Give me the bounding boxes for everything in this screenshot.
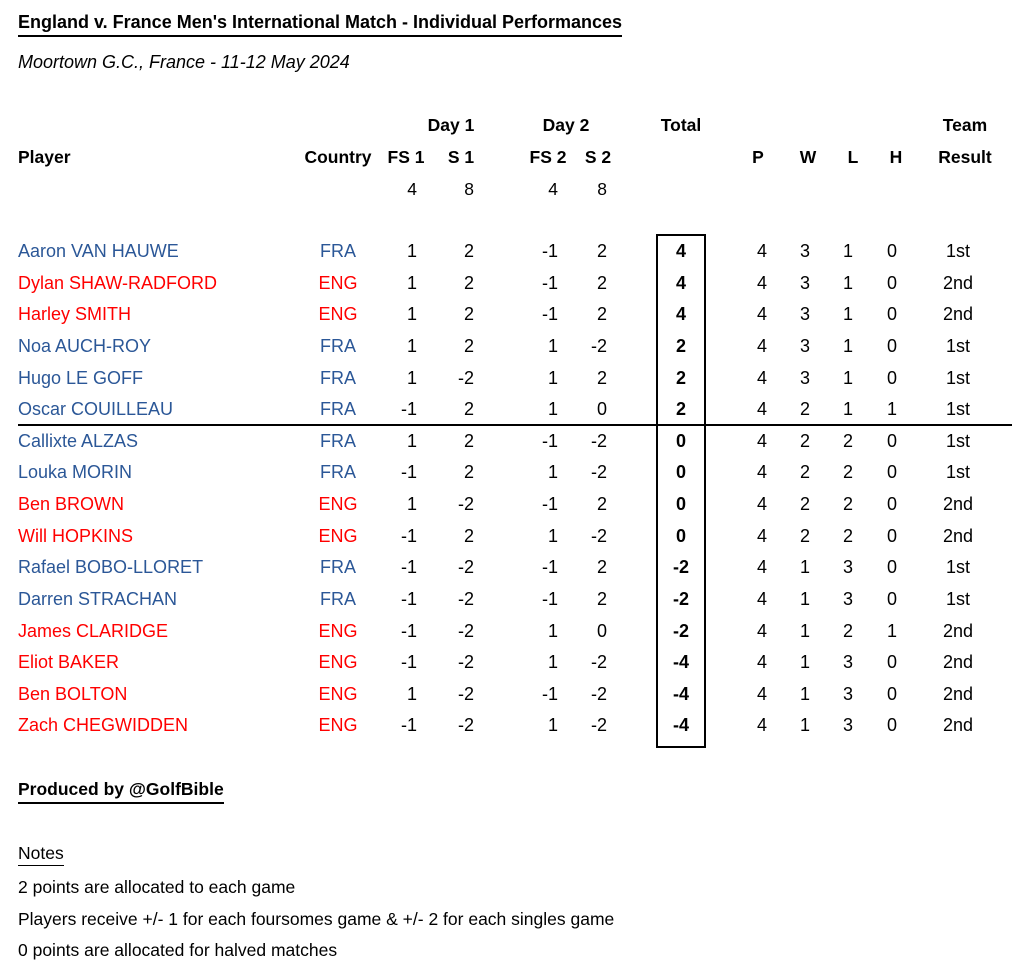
team-result: 2nd [942,652,974,673]
fs1-points: -1 [400,620,417,641]
played-count: 4 [756,494,767,514]
win-count: 2 [799,430,810,451]
player-name: Callixte ALZAS [18,430,139,451]
player-name: Harley SMITH [18,304,132,325]
loss-count: 1 [842,241,853,261]
win-count: 1 [799,620,810,641]
player-name: Hugo LE GOFF [18,367,144,388]
s1-points: -2 [457,652,474,673]
column-gap [616,521,658,553]
win-count: 2 [799,525,810,546]
fs2-points: -1 [541,272,558,293]
player-name: Oscar COUILLEAU [18,399,174,420]
s2-points: -2 [590,462,607,483]
column-gap [488,331,516,363]
header-player: Player [18,147,71,167]
country-code: ENG [318,304,358,325]
loss-count: 2 [842,620,853,641]
country-code: ENG [318,652,358,673]
column-gap [616,489,658,521]
win-count: 2 [799,399,810,420]
win-count: 3 [799,335,810,356]
header-team: Team [942,115,988,135]
loss-count: 2 [842,430,853,451]
table-group-header-row [18,112,1012,138]
notes-title [18,843,64,866]
country-code: FRA [320,557,356,578]
fs1-points: 1 [406,241,417,261]
team-result: 1st [945,399,970,420]
fs2-points: 1 [547,652,558,673]
win-count: 2 [799,494,810,514]
column-gap [704,647,732,679]
fs2-points: -1 [541,557,558,578]
loss-count: 2 [842,462,853,483]
fs1-points: 1 [406,367,417,388]
half-count: 0 [886,304,897,325]
fs2-points: -1 [541,494,558,514]
total-points: -2 [672,588,689,609]
column-gap [488,426,516,458]
player-name: Ben BOLTON [18,683,128,704]
column-gap [704,521,732,553]
column-gap [488,710,516,742]
header-fs2: FS 2 [529,147,567,167]
notes-title-text: Notes [18,843,64,866]
loss-count: 2 [842,525,853,546]
table-points-row [18,176,1012,202]
half-count: 1 [886,399,897,420]
column-gap [488,299,516,331]
player-name: James CLARIDGE [18,620,169,641]
column-gap [616,616,658,648]
team-result: 1st [945,557,970,578]
fs2-points: -1 [541,241,558,261]
produced-by-text: Produced by @GolfBible [18,779,224,804]
s1-points: 2 [463,462,474,483]
s1-points: 2 [463,304,474,325]
note-line: 2 points are allocated to each game [18,877,296,897]
table-row [18,363,1012,395]
table-row [18,268,1012,300]
fs1-points: 1 [406,494,417,514]
column-gap [616,584,658,616]
column-gap [704,457,732,489]
table-row [18,331,1012,363]
column-gap [704,679,732,711]
column-gap [488,647,516,679]
table-row [18,521,1012,553]
s1-points: 2 [463,525,474,546]
s2-points: -2 [590,430,607,451]
table-row [18,489,1012,521]
loss-count: 2 [842,494,853,514]
s1-points: -2 [457,683,474,704]
fs1-points: -1 [400,715,417,736]
loss-count: 1 [842,304,853,325]
half-count: 0 [886,367,897,388]
header-day2: Day 2 [542,115,590,135]
country-code: FRA [320,430,356,451]
loss-count: 3 [842,588,853,609]
total-points: 4 [675,304,686,325]
s2-points: -2 [590,652,607,673]
played-count: 4 [756,399,767,420]
s1-points: -2 [457,620,474,641]
total-points: -4 [672,715,689,736]
loss-count: 1 [842,272,853,293]
half-count: 0 [886,557,897,578]
total-points: 2 [675,335,686,356]
table-row [18,647,1012,679]
column-gap [616,363,658,395]
column-gap [704,584,732,616]
column-gap [616,426,658,458]
s2-points: 2 [596,272,607,293]
s1-points: 2 [463,399,474,420]
win-count: 3 [799,272,810,293]
fs2-points: -1 [541,588,558,609]
half-count: 0 [886,272,897,293]
player-name: Ben BROWN [18,494,125,514]
half-count: 0 [886,683,897,704]
half-count: 0 [886,588,897,609]
loss-count: 1 [842,335,853,356]
page-subtitle: Moortown G.C., France - 11-12 May 2024 [18,52,350,72]
country-code: FRA [320,241,356,261]
s1-points: 2 [463,272,474,293]
s1-points: -2 [457,367,474,388]
total-points: -4 [672,652,689,673]
total-points: 4 [675,272,686,293]
fs1-points: 1 [406,304,417,325]
column-gap [704,299,732,331]
s1-points: -2 [457,588,474,609]
player-name: Will HOPKINS [18,525,134,546]
half-count: 0 [886,525,897,546]
s2-points: -2 [590,335,607,356]
column-gap [488,236,516,268]
column-gap [488,394,516,424]
total-points: -4 [672,683,689,704]
column-gap [616,457,658,489]
team-result: 2nd [942,304,974,325]
header-losses: L [847,147,859,167]
s1-points: 2 [463,335,474,356]
fs1-points: -1 [400,462,417,483]
win-count: 2 [799,462,810,483]
half-count: 0 [886,430,897,451]
country-code: ENG [318,715,358,736]
team-result: 1st [945,430,970,451]
total-points: -2 [672,620,689,641]
column-gap [616,552,658,584]
win-count: 3 [799,241,810,261]
s2-points: -2 [590,683,607,704]
fs2-points: -1 [541,430,558,451]
s2-points: 2 [596,241,607,261]
win-count: 1 [799,557,810,578]
header-s2: S 2 [584,147,612,167]
played-count: 4 [756,430,767,451]
half-count: 1 [886,620,897,641]
s1-points: 2 [463,241,474,261]
loss-count: 3 [842,652,853,673]
s2-points: -2 [590,525,607,546]
total-points: 0 [675,525,686,546]
loss-count: 3 [842,715,853,736]
country-code: ENG [318,494,358,514]
header-halves: H [889,147,903,167]
s1-points: 2 [463,430,474,451]
column-gap [704,236,732,268]
fs2-points: -1 [541,304,558,325]
column-gap [704,363,732,395]
s1-points: -2 [457,494,474,514]
column-gap [488,363,516,395]
team-result: 2nd [942,620,974,641]
column-gap [488,489,516,521]
column-gap [488,521,516,553]
played-count: 4 [756,272,767,293]
country-code: FRA [320,399,356,420]
s2-points: 2 [596,367,607,388]
column-gap [616,331,658,363]
total-points: 2 [675,399,686,420]
table-row [18,552,1012,584]
fs2-points: 1 [547,462,558,483]
fs1-points: -1 [400,588,417,609]
s1-points: -2 [457,557,474,578]
team-result: 1st [945,241,970,261]
team-result: 1st [945,335,970,356]
fs2-points: 1 [547,367,558,388]
total-points: 0 [675,494,686,514]
country-code: ENG [318,272,358,293]
header-fs1: FS 1 [387,147,425,167]
fs2-points: 1 [547,335,558,356]
column-gap [616,299,658,331]
s2-points: 2 [596,304,607,325]
played-count: 4 [756,652,767,673]
team-result: 2nd [942,683,974,704]
header-day1: Day 1 [427,115,475,135]
s2-points: 0 [596,620,607,641]
team-result: 2nd [942,715,974,736]
player-name: Darren STRACHAN [18,588,178,609]
s1-points: -2 [457,715,474,736]
half-count: 0 [886,241,897,261]
column-gap [616,394,658,424]
country-code: FRA [320,462,356,483]
column-gap [488,584,516,616]
win-count: 1 [799,715,810,736]
column-gap [704,710,732,742]
half-count: 0 [886,335,897,356]
table-row [18,299,1012,331]
column-gap [704,552,732,584]
points-s1: 8 [464,179,474,199]
team-result: 2nd [942,272,974,293]
loss-count: 3 [842,683,853,704]
s2-points: 2 [596,494,607,514]
table-column-header-row [18,144,1012,170]
column-gap [488,268,516,300]
table-row [18,584,1012,616]
played-count: 4 [756,588,767,609]
win-count: 1 [799,652,810,673]
column-gap [488,552,516,584]
team-result: 1st [945,462,970,483]
loss-count: 3 [842,557,853,578]
played-count: 4 [756,557,767,578]
header-s1: S 1 [447,147,475,167]
played-count: 4 [756,620,767,641]
fs1-points: 1 [406,272,417,293]
win-count: 3 [799,367,810,388]
table-body [18,236,1012,742]
column-gap [488,616,516,648]
fs2-points: -1 [541,683,558,704]
player-name: Noa AUCH-ROY [18,335,152,356]
played-count: 4 [756,715,767,736]
loss-count: 1 [842,399,853,420]
player-name: Dylan SHAW-RADFORD [18,272,218,293]
fs1-points: -1 [400,525,417,546]
player-name: Rafael BOBO-LLORET [18,557,204,578]
header-played: P [752,147,764,167]
column-gap [704,426,732,458]
country-code: ENG [318,525,358,546]
produced-by [18,779,224,804]
fs2-points: 1 [547,715,558,736]
player-name: Eliot BAKER [18,652,120,673]
points-fs1: 4 [407,179,417,199]
total-points: 2 [675,367,686,388]
played-count: 4 [756,335,767,356]
country-code: FRA [320,367,356,388]
country-code: ENG [318,620,358,641]
header-wins: W [799,147,817,167]
table-row [18,426,1012,458]
fs1-points: 1 [406,683,417,704]
total-points: 0 [675,430,686,451]
team-result: 2nd [942,494,974,514]
header-country: Country [304,147,372,167]
fs1-points: 1 [406,430,417,451]
s2-points: -2 [590,715,607,736]
player-name: Zach CHEGWIDDEN [18,715,189,736]
s2-points: 2 [596,588,607,609]
table-row [18,236,1012,268]
player-name: Louka MORIN [18,462,133,483]
team-result: 2nd [942,525,974,546]
s2-points: 0 [596,399,607,420]
played-count: 4 [756,525,767,546]
total-points: 0 [675,462,686,483]
page-title-text: England v. France Men's International Match - Individual Performances [18,12,622,37]
table-row [18,710,1012,742]
team-result: 1st [945,367,970,388]
column-gap [488,679,516,711]
fs2-points: 1 [547,525,558,546]
column-gap [616,710,658,742]
header-total: Total [660,115,702,135]
note-line: 0 points are allocated for halved matches [18,940,338,960]
table-row [18,394,1012,426]
page-title [18,12,622,37]
points-s2: 8 [597,179,607,199]
s2-points: 2 [596,557,607,578]
column-gap [616,268,658,300]
played-count: 4 [756,304,767,325]
win-count: 1 [799,683,810,704]
column-gap [616,236,658,268]
fs1-points: -1 [400,399,417,420]
notes-list [18,872,614,967]
table-row [18,457,1012,489]
column-gap [616,679,658,711]
played-count: 4 [756,683,767,704]
country-code: FRA [320,588,356,609]
column-gap [488,457,516,489]
win-count: 3 [799,304,810,325]
loss-count: 1 [842,367,853,388]
table-row [18,616,1012,648]
fs2-points: 1 [547,399,558,420]
played-count: 4 [756,241,767,261]
fs2-points: 1 [547,620,558,641]
country-code: FRA [320,335,356,356]
half-count: 0 [886,462,897,483]
column-gap [704,331,732,363]
fs1-points: -1 [400,652,417,673]
country-code: ENG [318,683,358,704]
played-count: 4 [756,462,767,483]
fs1-points: 1 [406,335,417,356]
half-count: 0 [886,494,897,514]
table-row [18,679,1012,711]
total-points: 4 [675,241,686,261]
team-result: 1st [945,588,970,609]
half-count: 0 [886,715,897,736]
fs1-points: -1 [400,557,417,578]
column-gap [704,489,732,521]
half-count: 0 [886,652,897,673]
column-gap [704,394,732,424]
column-gap [616,647,658,679]
column-gap [704,268,732,300]
points-fs2: 4 [548,179,558,199]
total-points: -2 [672,557,689,578]
win-count: 1 [799,588,810,609]
header-result: Result [938,147,992,167]
player-name: Aaron VAN HAUWE [18,241,179,261]
column-gap [704,616,732,648]
played-count: 4 [756,367,767,388]
note-line: Players receive +/- 1 for each foursomes game & +/- 2 for each singles game [18,908,615,929]
